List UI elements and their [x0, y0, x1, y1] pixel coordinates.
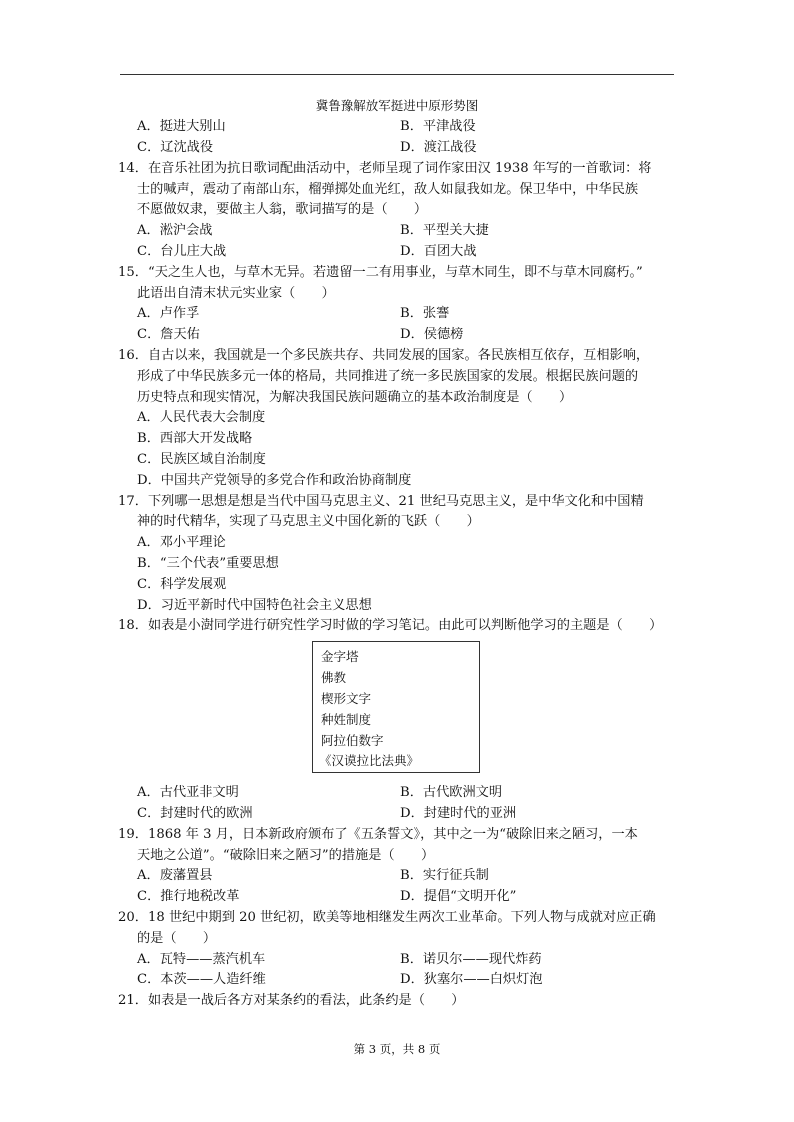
option-c: C．台儿庄大战 [137, 244, 227, 259]
question-stem-line: 21．如表是一战后各方对某条约的看法，此条约是（ ） [118, 993, 465, 1008]
option-c: C．科学发展观 [137, 577, 227, 592]
option-d: D．侯德榜 [400, 327, 464, 342]
option-d: D．百团大战 [400, 244, 477, 259]
notes-item: 楔形文字 [321, 691, 372, 706]
option-b: B．诺贝尔——现代炸药 [400, 952, 542, 967]
option-d: D．狄塞尔——白炽灯泡 [400, 972, 543, 987]
option-b: B．平津战役 [400, 119, 476, 134]
option-c: C．辽沈战役 [137, 140, 214, 155]
option-a: A．人民代表大会制度 [137, 410, 266, 425]
option-d: D．中国共产党领导的多党合作和政治协商制度 [137, 473, 412, 488]
question-stem-line: 天地之公道”。“破除旧来之陋习”的措施是（ ） [137, 848, 435, 863]
option-c: C．推行地税改革 [137, 889, 240, 904]
question-stem-line: 14．在音乐社团为抗日歌词配曲活动中，老师呈现了词作家田汉 1938 年写的一首歌词：将 [118, 161, 652, 176]
option-a: A．瓦特——蒸汽机车 [137, 952, 266, 967]
option-d: D．习近平新时代中国特色社会主义思想 [137, 598, 372, 613]
option-b: B．张謇 [400, 306, 450, 321]
notes-item: 《汉谟拉比法典》 [319, 753, 420, 768]
question-stem-line: 士的喊声，震动了南部山东，榴弹掷处血光红，敌人如鼠我如龙。保卫华中，中华民族 [137, 182, 639, 197]
question-stem-line: 18．如表是小澍同学进行研究性学习时做的学习笔记。由此可以判断他学习的主题是（ ） [118, 618, 663, 633]
map-caption: 冀鲁豫解放军挺进中原形势图 [315, 98, 479, 113]
option-c: C．詹天佑 [137, 327, 200, 342]
question-stem-line: 15．“天之生人也，与草木无异。若遗留一二有用事业，与草木同生，即不与草木同腐朽。” [118, 265, 643, 280]
notes-item: 佛教 [321, 670, 347, 685]
question-stem-line: 的是（ ） [137, 931, 217, 946]
option-a: A．废藩置县 [137, 868, 213, 883]
question-stem-line: 20．18 世纪中期到 20 世纪初，欧美等地相继发生两次工业革命。下列人物与成就对应正确 [118, 910, 656, 925]
option-a: A．淞沪会战 [137, 223, 213, 238]
question-stem-line: 神的时代精华，实现了马克思主义中国化新的飞跃（ ） [137, 514, 480, 529]
study-notes-box [312, 641, 480, 773]
option-d: D．渡江战役 [400, 140, 477, 155]
option-a: A．邓小平理论 [137, 535, 226, 550]
question-stem-line: 不愿做奴隶，要做主人翁，歌词描写的是（ ） [137, 202, 428, 217]
option-d: D．提倡“文明开化” [400, 889, 517, 904]
option-d: D．封建时代的亚洲 [400, 806, 517, 821]
page-footer: 第 3 页，共 8 页 [353, 1042, 441, 1056]
notes-item: 阿拉伯数字 [321, 733, 384, 748]
option-b: B．古代欧洲文明 [400, 785, 503, 800]
option-a: A．挺进大别山 [137, 119, 226, 134]
option-c: C．封建时代的欧洲 [137, 806, 253, 821]
notes-item: 种姓制度 [321, 712, 372, 727]
question-stem-line: 16．自古以来，我国就是一个多民族共存、共同发展的国家。各民族相互依存，互相影响， [118, 348, 650, 363]
question-stem-line: 历史特点和现实情况，为解决我国民族问题确立的基本政治制度是（ ） [137, 390, 573, 405]
option-c: C．本茨——人造纤维 [137, 972, 266, 987]
question-stem-line: 此语出自清末状元实业家（ ） [137, 286, 335, 301]
option-b: B．西部大开发战略 [137, 431, 253, 446]
option-a: A．卢作孚 [137, 306, 200, 321]
option-b: B．平型关大捷 [400, 223, 489, 238]
header-rule [120, 74, 674, 75]
notes-item: 金字塔 [321, 649, 359, 664]
question-stem-line: 19．1868 年 3 月，日本新政府颁布了《五条誓文》，其中之一为“破除旧来之陋习，一本 [118, 827, 638, 842]
option-b: B．“三个代表”重要思想 [137, 556, 279, 571]
option-a: A．古代亚非文明 [137, 785, 239, 800]
question-stem-line: 形成了中华民族多元一体的格局，共同推进了统一多民族国家的发展。根据民族问题的 [137, 369, 639, 384]
option-c: C．民族区域自治制度 [137, 452, 266, 467]
option-b: B．实行征兵制 [400, 868, 489, 883]
question-stem-line: 17．下列哪一思想是想是当代中国马克思主义、21 世纪马克思主义，是中华文化和中国精 [118, 494, 644, 509]
